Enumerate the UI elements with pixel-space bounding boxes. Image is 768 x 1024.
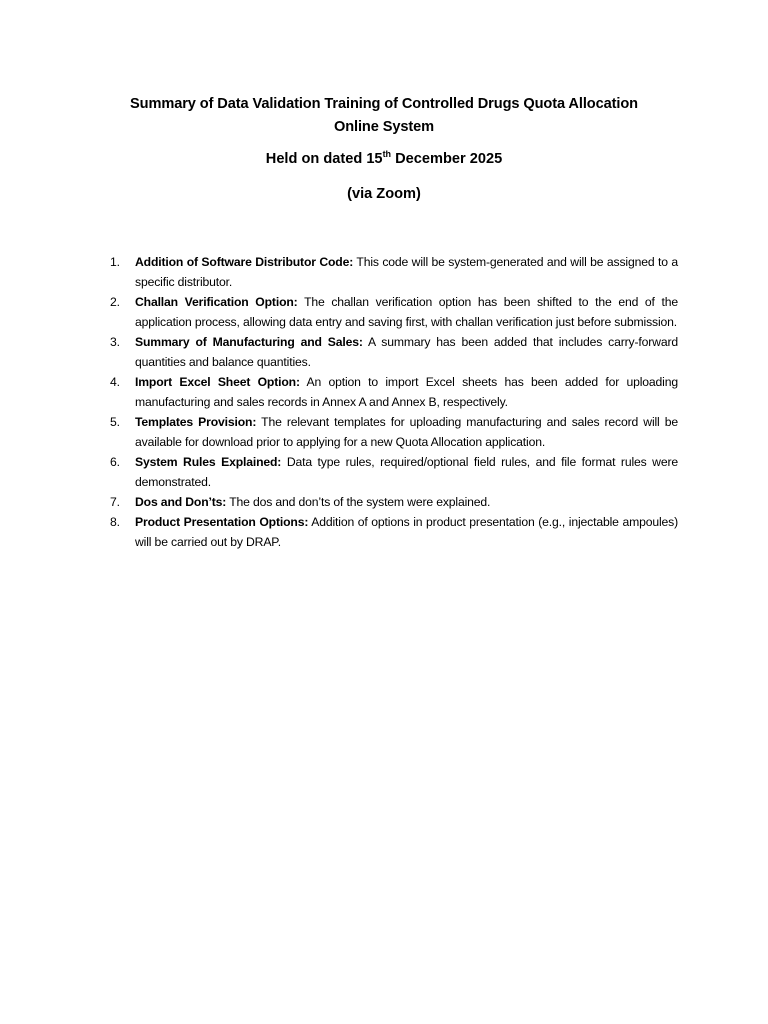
held-on-prefix: Held on dated 15 [265,151,383,167]
date-ordinal-suffix: th [382,149,392,159]
list-item-text: Addition of options in product presentation (e.g., injectable ampoules) will be carried out by DRAP. [135,515,678,549]
list-item [110,332,678,372]
list-item-text: A summary has been added that includes carry-forward quantities and balance quantities. [135,335,678,369]
list-item-heading: System Rules Explained: [135,455,282,469]
list-item-text: Data type rules, required/optional field rules, and file format rules were demonstrated. [135,455,678,489]
list-item-heading: Challan Verification Option: [135,295,298,309]
list-item [110,452,678,492]
held-on-suffix: December 2025 [391,151,503,167]
list-item [110,372,678,412]
list-item-heading: Product Presentation Options: [135,515,309,529]
list-item-number: 6. [110,455,120,469]
list-item [110,512,678,552]
list-item-number: 5. [110,415,120,429]
list-item-heading: Import Excel Sheet Option: [135,375,300,389]
list-item-heading: Addition of Software Distributor Code: [135,255,354,269]
list-item-number: 3. [110,335,120,349]
list-item-heading: Summary of Manufacturing and Sales: [135,335,363,349]
list-item-heading: Dos and Don’ts: [135,495,227,509]
list-item [110,412,678,452]
list-item-heading: Templates Provision: [135,415,257,429]
list-item-number: 7. [110,495,120,509]
list-item-number: 1. [110,255,120,269]
list-item-number: 8. [110,515,120,529]
document-title-line-1: Summary of Data Validation Training of Controlled Drugs Quota Allocation [130,96,638,112]
list-item-text: The challan verification option has been shifted to the end of the application process, allowing data entry and saving first, with challan verification just before submission. [135,295,678,329]
held-on-date [92,149,676,169]
list-item-number: 4. [110,375,120,389]
list-item-text: The relevant templates for uploading manufacturing and sales record will be available for download prior to applying for a new Quota Allocation application. [135,415,678,449]
list-item-number: 2. [110,295,120,309]
list-item-text: The dos and don’ts of the system were explained. [226,495,491,509]
title-block [92,93,676,204]
list-item [110,252,678,292]
meeting-medium: (via Zoom) [347,186,421,202]
summary-points-list [110,252,678,552]
list-item [110,292,678,332]
list-item-text: An option to import Excel sheets has been added for uploading manufacturing and sales records in Annex A and Annex B, respectively. [135,375,678,409]
list-item [110,492,678,512]
document-title-line-2: Online System [333,119,435,135]
list-item-text: This code will be system-generated and will be assigned to a specific distributor. [135,255,678,289]
